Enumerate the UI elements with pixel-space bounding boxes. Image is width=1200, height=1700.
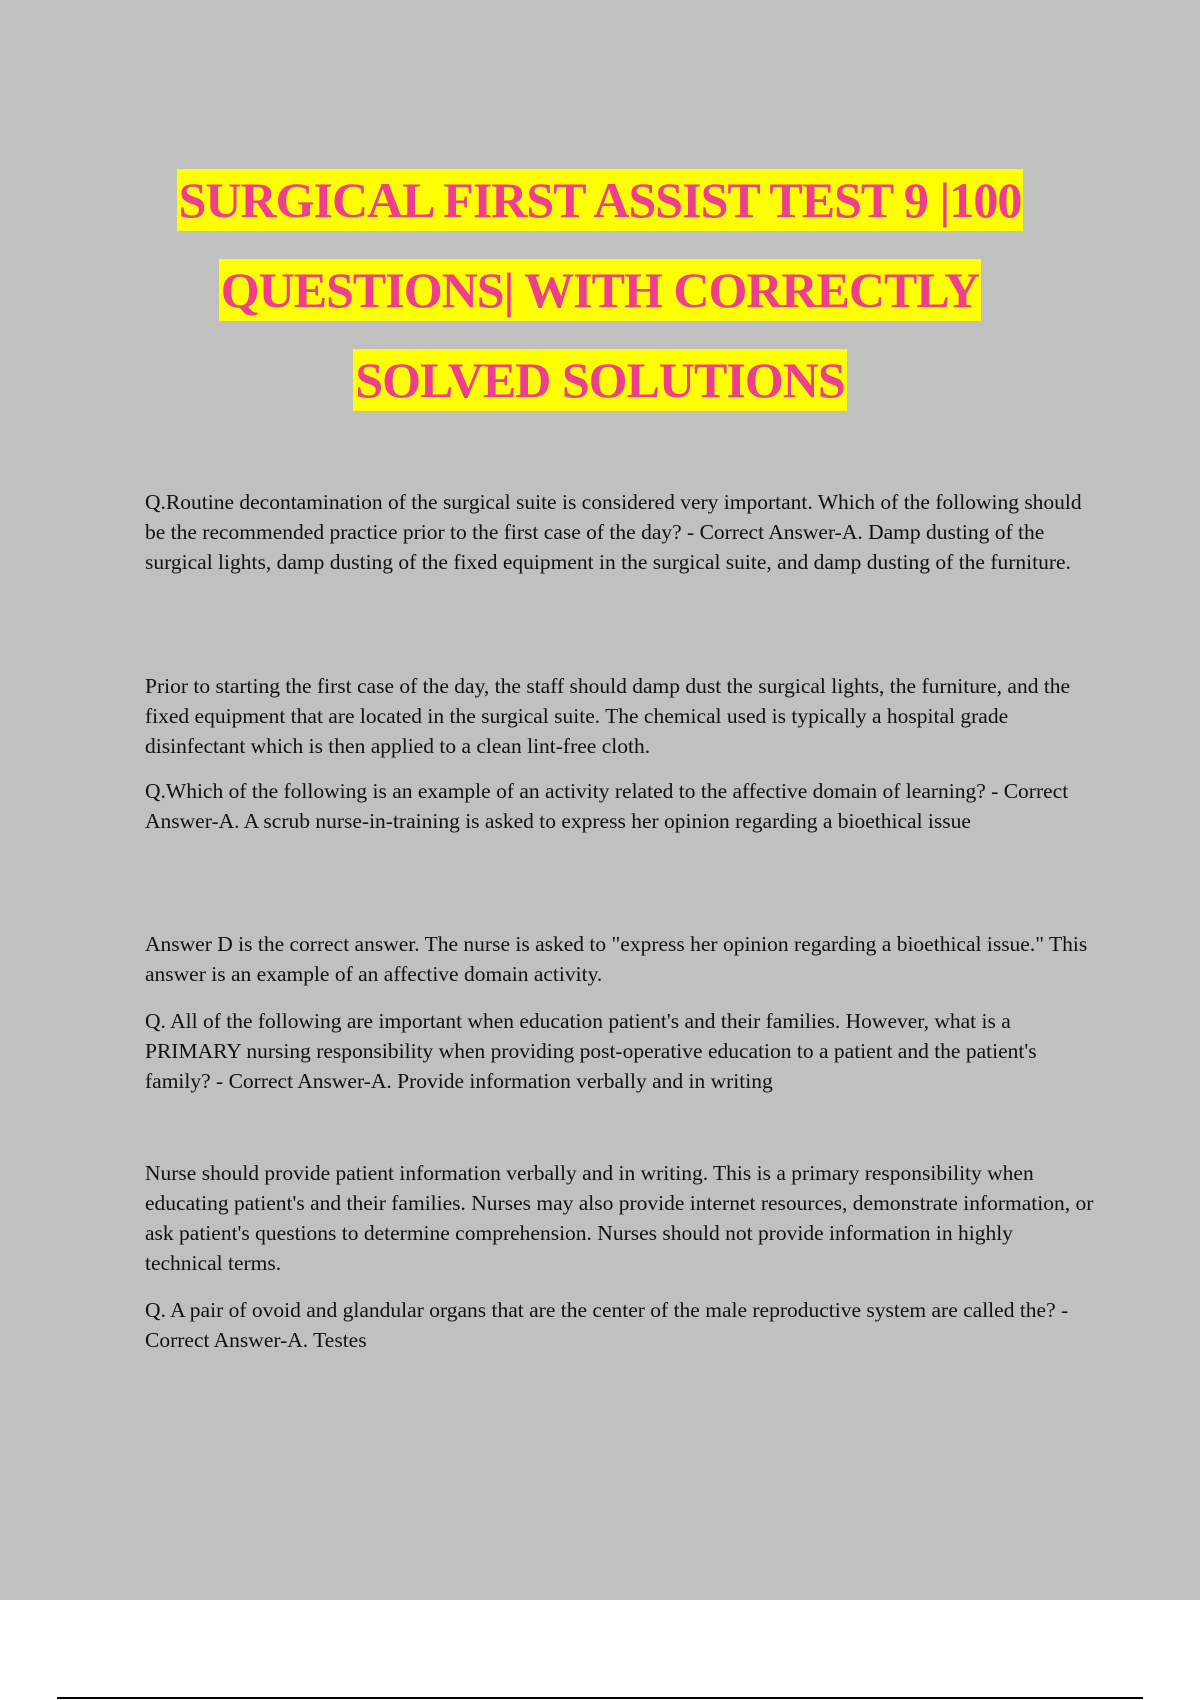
explanation-1	[145, 671, 1095, 761]
question-1	[145, 487, 1095, 577]
question-2-text: Q.Which of the following is an example of an activity related to the affective domain of learning? - Correct Answer-A. A scrub nurse-in-training is asked to express her opinion regarding a bioethical issue	[145, 779, 1069, 833]
footer-rule	[57, 1697, 1143, 1699]
title-line-1	[0, 168, 1200, 258]
title-text-3: SOLVED SOLUTIONS	[353, 349, 846, 411]
title-line-2	[0, 258, 1200, 348]
question-3-text: Q. All of the following are important when education patient's and their families. However, what is a PRIMARY nursing responsibility when providing post-operative education to a patient and the patient's family? - Correct Answer-A. Provide information verbally and in writing	[145, 1009, 1037, 1093]
title-text-2: QUESTIONS| WITH CORRECTLY	[219, 259, 981, 321]
title-text-1: SURGICAL FIRST ASSIST TEST 9 |100	[177, 169, 1024, 231]
explanation-2	[145, 929, 1095, 989]
explanation-3	[145, 1158, 1095, 1278]
question-4	[145, 1295, 1095, 1355]
question-1-text: Q.Routine decontamination of the surgical suite is considered very important. Which of the following should be the recommended practice prior to the first case of the day? - Correct Answer-A. Damp dusting of the surgical lights, damp dusting of the fixed equipment in the surgical suite, and damp dusting of the furniture.	[145, 490, 1082, 574]
question-2	[145, 776, 1095, 836]
document-title	[0, 168, 1200, 438]
question-4-text: Q. A pair of ovoid and glandular organs that are the center of the male reproductive system are called the? - Correct Answer-A. Testes	[145, 1298, 1069, 1352]
title-line-3	[0, 348, 1200, 438]
explanation-1-text: Prior to starting the first case of the day, the staff should damp dust the surgical lights, the furniture, and the fixed equipment that are located in the surgical suite. The chemical used is typically a hospital grade disinfectant which is then applied to a clean lint-free cloth.	[145, 674, 1071, 758]
explanation-3-text: Nurse should provide patient information verbally and in writing. This is a primary responsibility when educating patient's and their families. Nurses may also provide internet resources, demonstrate information, or ask patient's questions to determine comprehension. Nurses should not provide information in highly technical terms.	[145, 1161, 1094, 1275]
question-3	[145, 1006, 1095, 1096]
explanation-2-text: Answer D is the correct answer. The nurse is asked to "express her opinion regarding a bioethical issue." This answer is an example of an affective domain activity.	[145, 932, 1088, 986]
